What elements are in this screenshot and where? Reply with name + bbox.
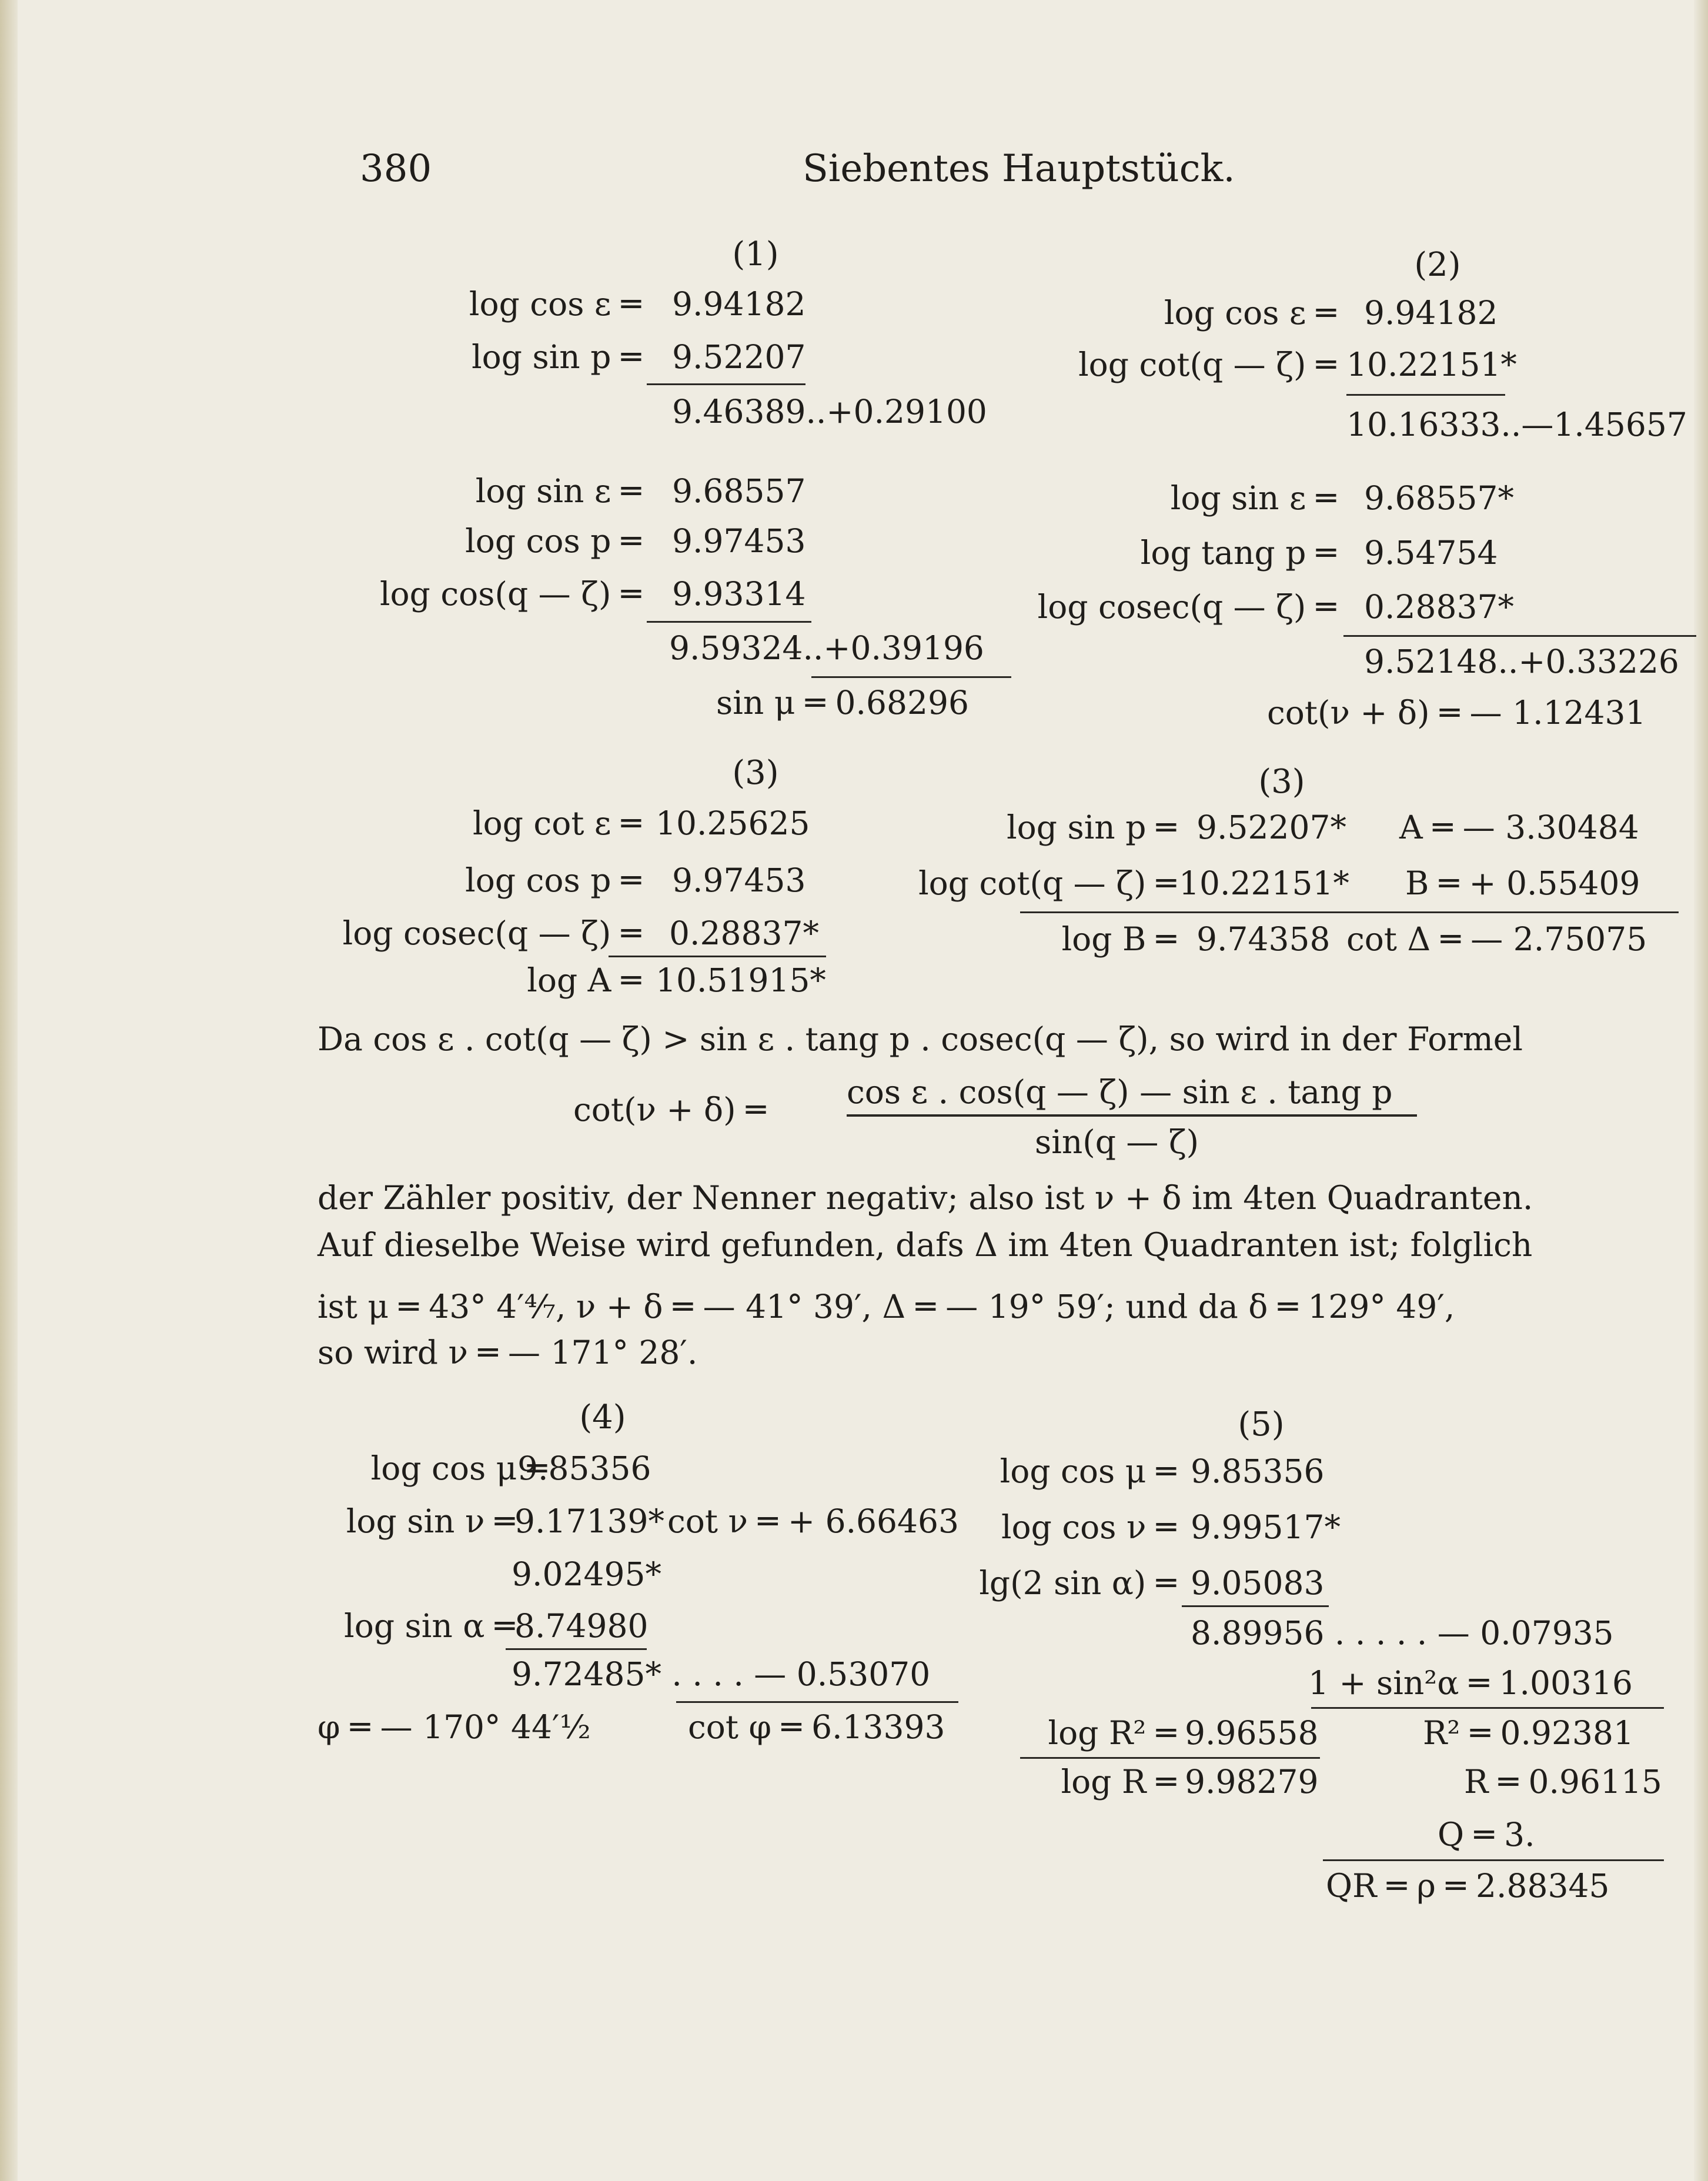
b2-rhs-6: 9.52148..+0.33226 xyxy=(1364,643,1679,680)
b4-rhs-0: 9.85356 xyxy=(517,1449,651,1487)
b3a-lhs-3: log A ═ xyxy=(527,961,641,999)
b3a-rhs-0: 10.25625 xyxy=(656,804,810,842)
block5-label: (5) xyxy=(1238,1405,1285,1444)
b5-rule-4 xyxy=(1323,1859,1664,1861)
b2-rhs-5: 0.28837* xyxy=(1364,588,1514,626)
b5-extra-6: R ═ 0.96115 xyxy=(1464,1763,1662,1801)
b2-lhs-5: log cosec(q — ζ) ═ xyxy=(1037,588,1336,626)
b3b-lhs-1: log cot(q — ζ) ═ xyxy=(918,864,1176,902)
b5-rhs-0: 9.85356 xyxy=(1191,1452,1325,1490)
b5-extra-5: R² ═ 0.92381 xyxy=(1423,1714,1634,1752)
page-title: Siebentes Hauptstück. xyxy=(803,147,1235,191)
b5-rule-1 xyxy=(1182,1605,1329,1607)
text-line-2: der Zähler positiv, der Nenner negativ; also ist ν + δ im 4ten Quadranten. xyxy=(317,1179,1533,1217)
text-line-5: so wird ν ═ — 171° 28′. xyxy=(317,1334,698,1371)
b5-rule-3 xyxy=(1020,1757,1320,1759)
b3a-rule xyxy=(609,956,826,957)
b4-rhs-4: 9.72485* . . . . — 0.53070 xyxy=(512,1655,931,1693)
b3a-lhs-2: log cosec(q — ζ) ═ xyxy=(342,914,641,952)
b5-rule-2 xyxy=(1311,1707,1664,1709)
b2-rhs-3: 9.68557* xyxy=(1364,479,1514,517)
b2-rhs-4: 9.54754 xyxy=(1364,534,1498,572)
b1-rule-1 xyxy=(647,383,805,385)
b1-rhs-0: 9.94182 xyxy=(672,285,806,323)
b4-lhs-5: φ ═ — 170° 44′½ xyxy=(317,1708,591,1746)
b2-lhs-1: log cot(q — ζ) ═ xyxy=(1078,346,1336,383)
b5-lhs-0: log cos μ ═ xyxy=(1000,1452,1176,1490)
b3b-rhs-0: 9.52207* xyxy=(1196,809,1346,846)
b3b-lhs-2: log B ═ xyxy=(1061,920,1176,958)
b4-rhs-3: 8.74980 xyxy=(514,1607,649,1645)
b2-lhs-0: log cos ε ═ xyxy=(1164,294,1336,332)
b4-rhs-2: 9.02495* xyxy=(512,1555,661,1593)
b1-rhs-4: 9.97453 xyxy=(672,522,806,560)
b1-lhs-0: log cos ε ═ xyxy=(469,285,641,323)
b2-lhs-3: log sin ε ═ xyxy=(1170,479,1336,517)
b5-lhs-2: lg(2 sin α) ═ xyxy=(979,1564,1176,1602)
b3b-lhs-0: log sin p ═ xyxy=(1007,809,1176,846)
b5-lhs-1: log cos ν ═ xyxy=(1001,1508,1176,1546)
b4-rhs-1: 9.17139* xyxy=(514,1502,664,1540)
b3b-extra-1: B ═ + 0.55409 xyxy=(1405,864,1640,902)
b5-lhs-5: log R² ═ xyxy=(1048,1714,1176,1752)
b5-rhs-4: 1 + sin²α ═ 1.00316 xyxy=(1308,1664,1633,1702)
b2-rhs-0: 9.94182 xyxy=(1364,294,1498,332)
b1-rhs-3: 9.68557 xyxy=(672,472,806,510)
b3a-lhs-0: log cot ε ═ xyxy=(473,804,641,842)
b5-rhs-6: 9.98279 xyxy=(1185,1763,1319,1801)
b1-rhs-5: 9.93314 xyxy=(672,575,806,613)
b4-rule-1 xyxy=(506,1648,647,1650)
b1-lhs-4: log cos p ═ xyxy=(465,522,641,560)
b2-rhs-2: 10.16333..—1.45657 xyxy=(1346,406,1687,443)
text-line-4: ist μ ═ 43° 4′⁴⁄₇, ν + δ ═ — 41° 39′, Δ ═ — 19° 59′; und da δ ═ 129° 49′, xyxy=(317,1288,1455,1325)
b5-rhs-7: Q ═ 3. xyxy=(1438,1816,1535,1853)
b1-rhs-1: 9.52207 xyxy=(672,338,806,376)
b3b-rhs-1: 10.22151* xyxy=(1179,864,1349,902)
text-line-3: Auf dieselbe Weise wird gefunden, dafs Δ im 4ten Quadranten ist; folglich xyxy=(317,1226,1533,1264)
b2-rule-1 xyxy=(1346,394,1505,396)
b5-lhs-6: log R ═ xyxy=(1061,1763,1176,1801)
b5-rhs-5: 9.96558 xyxy=(1185,1714,1319,1752)
b3a-rhs-1: 9.97453 xyxy=(672,861,806,899)
b3b-rule xyxy=(1020,911,1679,913)
b2-rhs-7: cot(ν + δ) ═ — 1.12431 xyxy=(1267,694,1646,732)
b3a-rhs-3: 10.51915* xyxy=(656,961,826,999)
page-edge-right xyxy=(1694,0,1708,2181)
block3b-label: (3) xyxy=(1258,763,1305,801)
b1-rhs-6: 9.59324..+0.39196 xyxy=(669,629,984,667)
b1-lhs-1: log sin p ═ xyxy=(472,338,641,376)
b1-lhs-3: log sin ε ═ xyxy=(475,472,641,510)
b5-rhs-2: 9.05083 xyxy=(1191,1564,1325,1602)
b3b-extra-2: cot Δ ═ — 2.75075 xyxy=(1346,920,1647,958)
b3b-extra-0: A ═ — 3.30484 xyxy=(1399,809,1639,846)
b3a-lhs-1: log cos p ═ xyxy=(465,861,641,899)
b1-rule-2 xyxy=(647,621,811,623)
block1-label: (1) xyxy=(732,235,779,273)
b1-rule-3 xyxy=(811,676,1011,678)
block3a-label: (3) xyxy=(732,754,779,792)
b2-lhs-4: log tang p ═ xyxy=(1140,534,1336,572)
b4-lhs-0: log cos μ ═ xyxy=(370,1449,547,1487)
b5-rhs-3: 8.89956 . . . . . — 0.07935 xyxy=(1191,1614,1614,1652)
formula-lhs: cot(ν + δ) ═ xyxy=(573,1091,766,1128)
page-edge-left xyxy=(0,0,18,2181)
b1-rhs-2: 9.46389..+0.29100 xyxy=(672,393,987,430)
b4-lhs-1: log sin ν ═ xyxy=(346,1502,514,1540)
b1-lhs-5: log cos(q — ζ) ═ xyxy=(379,575,641,613)
b2-rhs-1: 10.22151* xyxy=(1346,346,1517,383)
formula-denominator: sin(q — ζ) xyxy=(1035,1123,1199,1161)
formula-fraction-bar xyxy=(847,1114,1417,1117)
text-line-1: Da cos ε . cot(q — ζ) > sin ε . tang p . cosec(q — ζ), so wird in der Formel xyxy=(317,1020,1523,1058)
b5-rhs-8: QR ═ ρ ═ 2.88345 xyxy=(1326,1867,1610,1905)
b3a-rhs-2: 0.28837* xyxy=(669,914,819,952)
b4-extra-1: cot ν ═ + 6.66463 xyxy=(667,1502,960,1540)
block2-label: (2) xyxy=(1414,246,1461,284)
b3b-rhs-2: 9.74358 xyxy=(1196,920,1331,958)
b4-rule-2 xyxy=(676,1701,958,1703)
page-number: 380 xyxy=(360,147,432,191)
block4-label: (4) xyxy=(579,1398,626,1437)
b2-rule-2 xyxy=(1343,635,1696,637)
b1-rhs-7: sin μ ═ 0.68296 xyxy=(716,684,969,722)
b4-lhs-3: log sin α ═ xyxy=(344,1607,514,1645)
b5-rhs-1: 9.99517* xyxy=(1191,1508,1341,1546)
b4-rhs-5: cot φ ═ 6.13393 xyxy=(688,1708,945,1746)
formula-numerator: cos ε . cos(q — ζ) — sin ε . tang p xyxy=(847,1073,1393,1111)
